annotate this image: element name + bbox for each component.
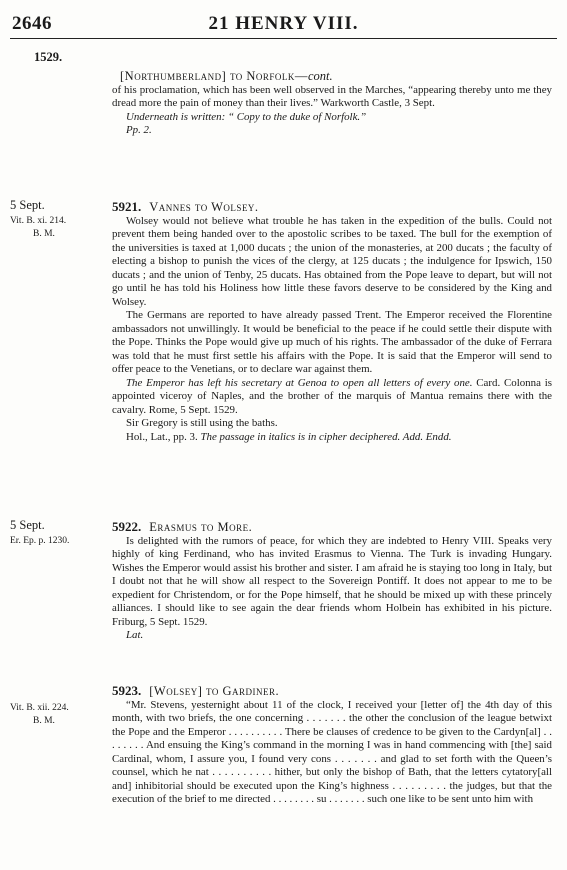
entry-paragraph: The Emperor has left his secretary at Genoa to open all letters of every one. Card. Colonna is appointed viceroy of Naples, and the brother of the marquis of Mantua remains there with the cavalry. Rome, 5 Sept. 1529.	[112, 376, 552, 416]
entry-date: 5 Sept.	[10, 198, 45, 212]
entry-paragraph: of his proclamation, which has been well observed in the Marches, “appearing thereby unto me they dread more the pain of money than their lives.” Warkworth Castle, 3 Sept.	[112, 83, 552, 109]
entry-note: Underneath is written: “ Copy to the duke of Norfolk.”	[126, 110, 367, 123]
year-label: 1529.	[34, 50, 63, 64]
entry-body	[112, 200, 552, 444]
entry-note: Hol., Lat., pp. 3. The passage in italics is in cipher deciphered. Add. Endd.	[126, 430, 452, 443]
entry-body	[112, 70, 552, 138]
entry-paragraph: Sir Gregory is still using the baths.	[126, 417, 278, 429]
entry-note: Lat.	[126, 629, 144, 641]
page-number: 2646	[12, 13, 52, 34]
entry-heading: [Northumberland] to Norfolk—cont.	[120, 69, 333, 83]
entry-paragraph: Is delighted with the rumors of peace, for which they are indebted to Henry VIII. Speaks very highly of king Ferdinand, who has invited Erasmus to Vienna. The Turk is invading Hungary. Wishes the Emperor would assist his brother and sister. I am afraid he is staying too long in Italy, but I doubt not that he will show all respect to the Sovereign Pontiff. It does not appear to me to be expedient for Christendom, or for the Pope himself, that he should be mixed up with these princely alliances. I should like to see again the dear friends whom Holbein has exhibited in his picture. Friburg, 5 Sept. 1529.	[112, 534, 552, 628]
entry-heading: 5921. Vannes to Wolsey.	[112, 199, 259, 214]
entry-heading: 5922. Erasmus to More.	[112, 519, 253, 534]
entry-reference: Vit. B. xii. 224. B. M.	[10, 703, 69, 726]
running-title: 21 HENRY VIII.	[208, 13, 359, 34]
header-rule	[10, 38, 557, 39]
entry-date: 5 Sept.	[10, 518, 45, 532]
entry-reference: Vit. B. xi. 214. B. M.	[10, 216, 67, 239]
entry-paragraph: “Mr. Stevens, yesternight about 11 of the clock, I received your [letter of] the 4th day of this month, with two briefs, the one concerning . . . . . . . the other the conclusion of the league betwixt the Pope and the Emperor . . . . . . . . . . There be clauses of credence to be given to the Cardyn[al] . . . . . . . . And ensuing the King’s command in the morning I was in hand commencing with [the] said Cardinal, whom, I assure you, I found very cons . . . . . . . and glad to set forth with the Queen’s counsel, which he nat . . . . . . . . . . hither, but only the bishop of Bath, that the letters cytatory[all and] inhibitorial should be executed upon the King’s highness . . . . . . . . . the judges, but that the execution of the brief to me directed . . . . . . . . su . . . . . . . such one like to be sent unto him with	[112, 698, 552, 805]
entry-heading: 5923. [Wolsey] to Gardiner.	[112, 683, 280, 698]
entry-body	[112, 684, 552, 807]
entry-body	[112, 520, 552, 643]
entry-pages: Pp. 2.	[126, 124, 152, 136]
entry-paragraph: The Germans are reported to have already passed Trent. The Emperor received the Florentine ambassadors not unwillingly. It would be beneficial to the peace if he could settle their dispute with the Pope. Thinks the Pope would give up much of his rights. The ambassador of the duke of Ferrara was told that he must first settle his affairs with the Pope. It is said that the Emperor will send to offer peace to the Venetians, or to declare war against them.	[112, 309, 552, 375]
entry-reference: Er. Ep. p. 1230.	[10, 536, 70, 546]
entry-paragraph: Wolsey would not believe what trouble he has taken in the expedition of the bulls. Could not prevent them being handed over to the apostolic scribes to be taxed. The bull for the exemption of the universities is taxed at 1,000 ducats ; the union of the monasteries, at 200 ducats ; the faculty of electing a bishop to punish the vices of the clergy, at 125 ducats ; the indulgence for Ipswich, 150 ducats ; and the union of Tenby, 25 ducats. Has obtained from the Pope leave to depart, but will not go until he has told his Holiness how little these favors deserve to be considered by the King and Wolsey.	[112, 214, 552, 308]
